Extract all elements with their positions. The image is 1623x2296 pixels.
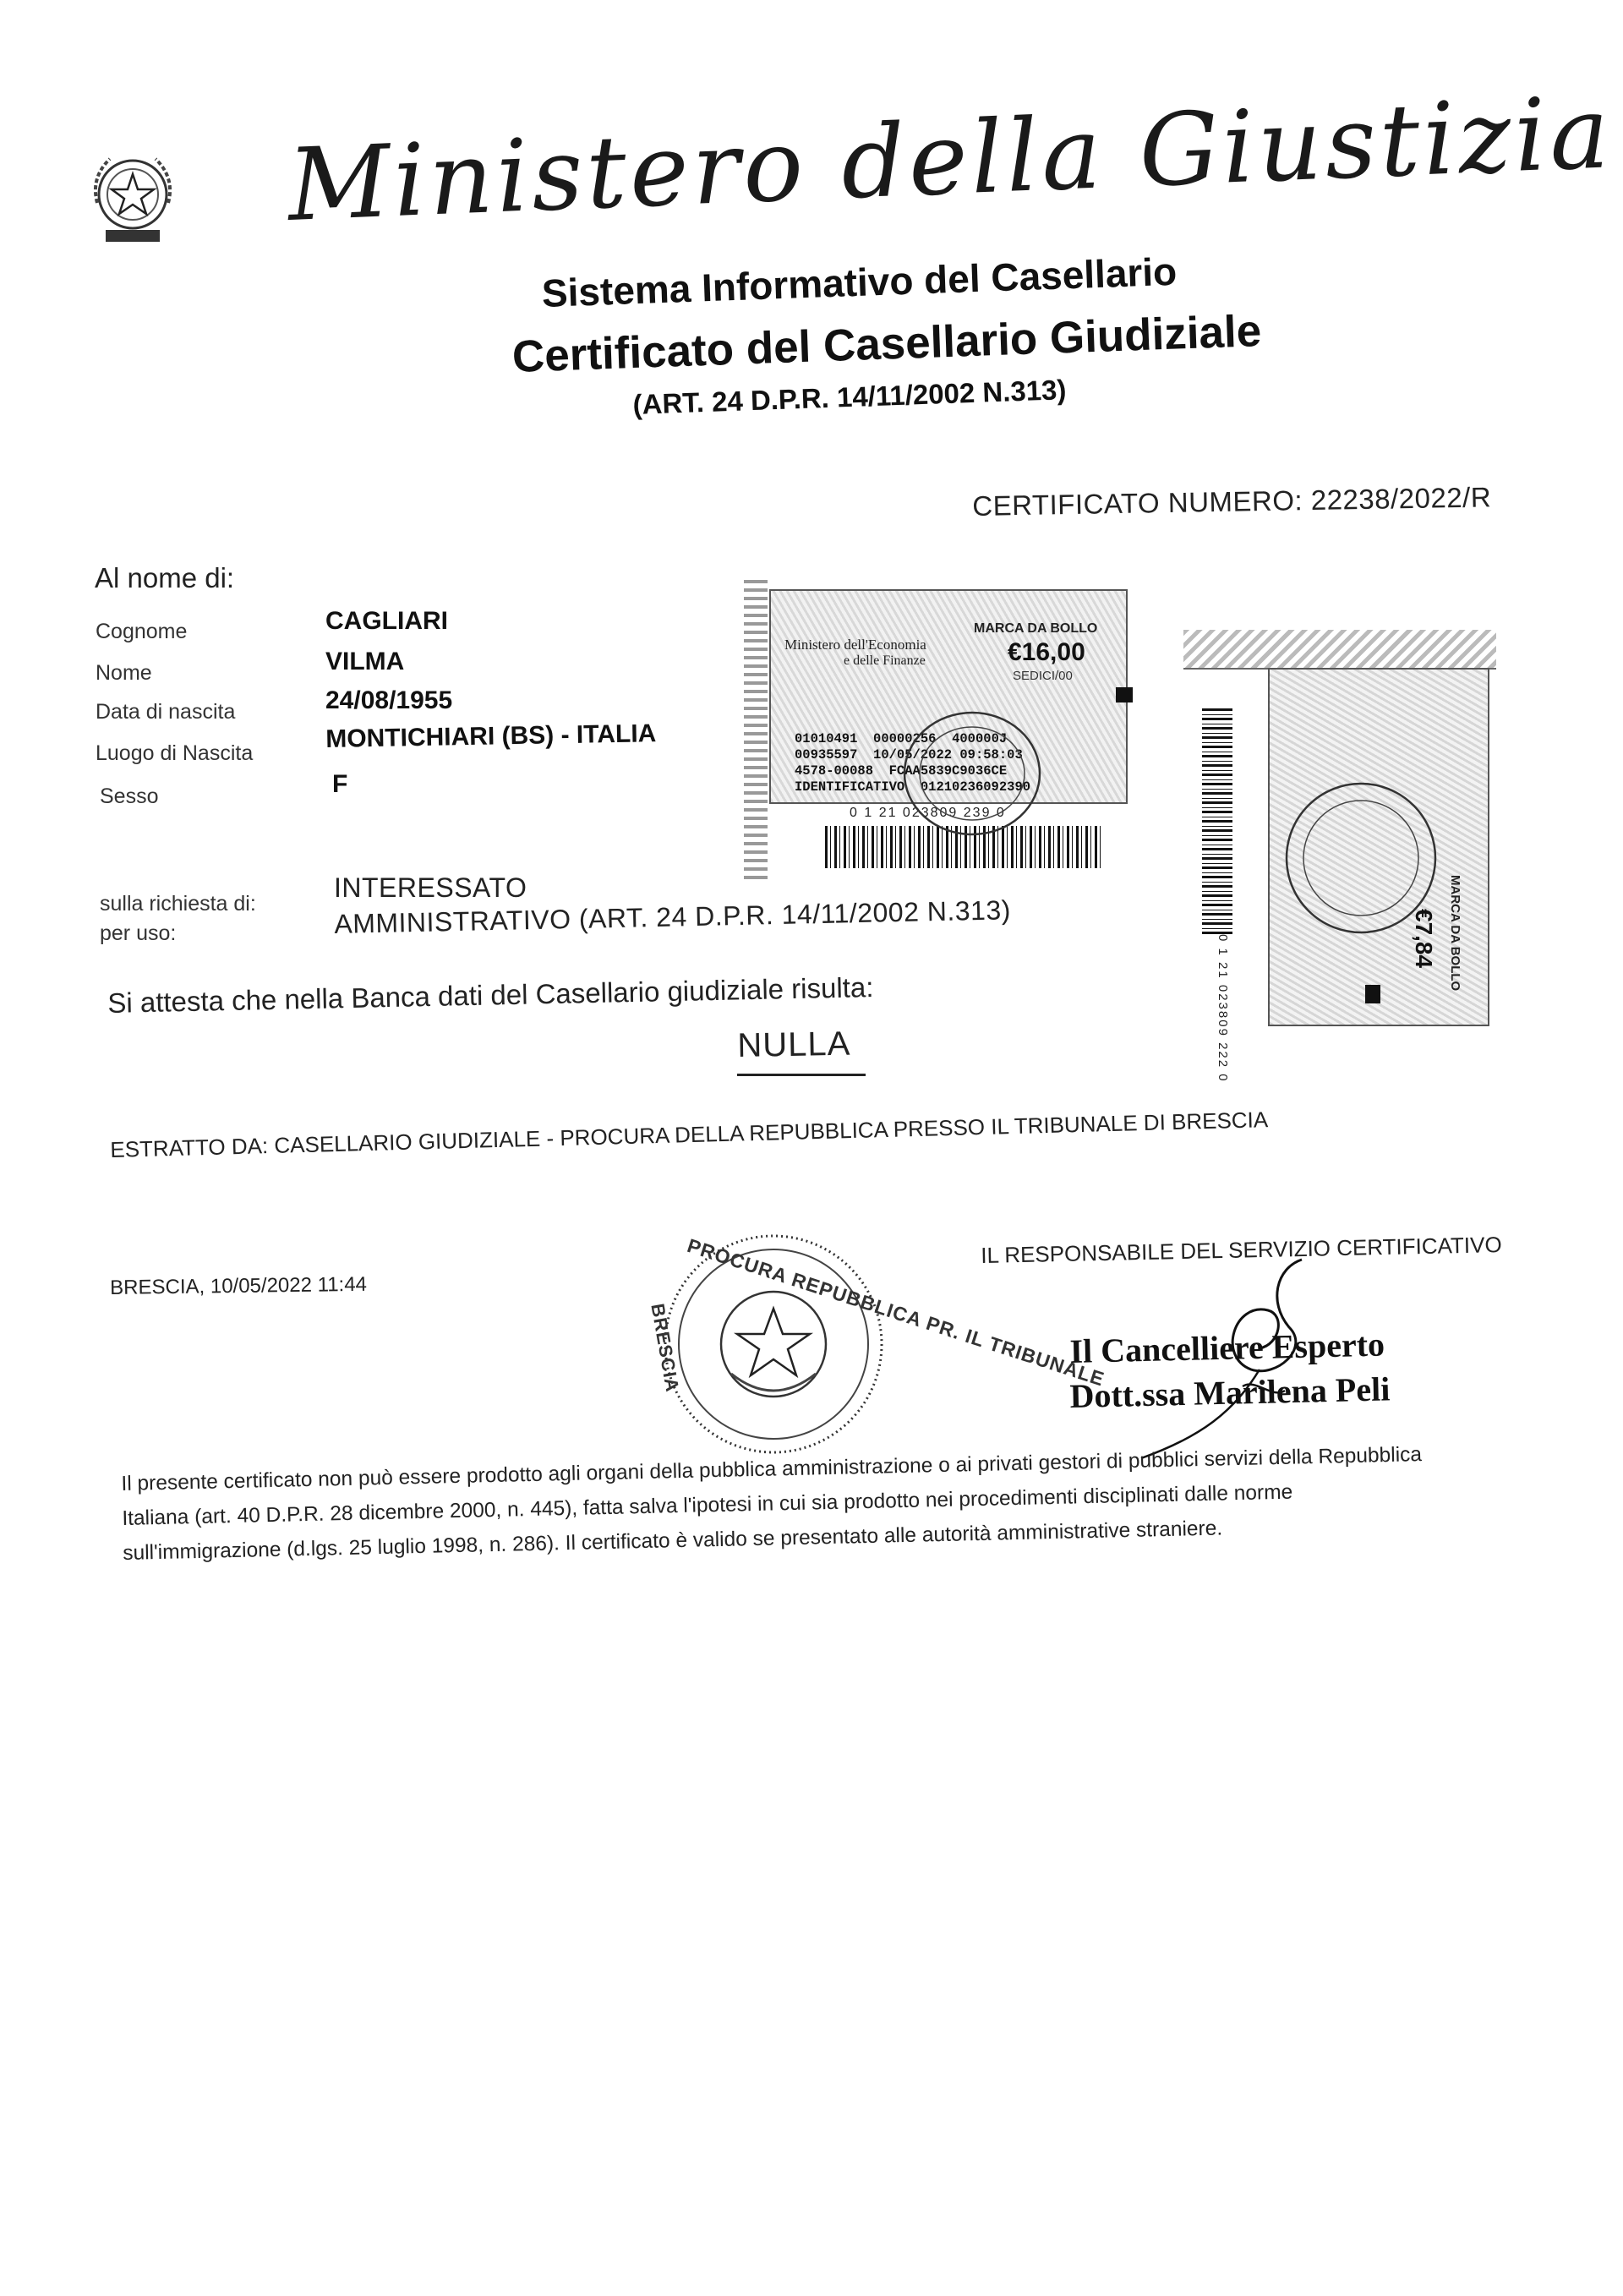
- disclaimer: [121, 1435, 1509, 1571]
- requested-by-value: INTERESSATO: [334, 872, 527, 903]
- stamp-amount: €7,84: [1411, 909, 1437, 969]
- stamp-amount-words: SEDICI/00: [1013, 669, 1073, 683]
- use-label: per uso:: [100, 921, 177, 945]
- birth-place-label: Luogo di Nascita: [96, 741, 254, 765]
- stamp-code: 10/05/2022 09:58:03: [873, 747, 1023, 763]
- stamp-cancellation-mark: [1276, 774, 1445, 943]
- sex-label: Sesso: [100, 784, 159, 808]
- name-label: Nome: [96, 661, 152, 685]
- stamp-black-mark: [1365, 985, 1380, 1003]
- stamp-border-strip: [1183, 630, 1496, 670]
- disclaimer-line: Italiana (art. 40 D.P.R. 28 dicembre 2000, n. 445), fatta salva l'ipotesi in cui sia prodotto nei procedimenti disciplinati dalle norme: [122, 1480, 1293, 1530]
- seal-ring-text: PROCURA REPUBBLICA PR. IL TRIBUNALE: [684, 1234, 1107, 1391]
- stamp-barcode-number: 0 1 21 023809 222 0: [1216, 934, 1230, 1083]
- stamp-cancellation-mark: [896, 706, 1048, 841]
- stamp-code: 00000256: [873, 731, 937, 746]
- sex-value: F: [332, 770, 348, 798]
- italian-republic-emblem-icon: [80, 144, 190, 254]
- result-underline: [737, 1074, 866, 1076]
- signer-role: Il Cancelliere Esperto: [1069, 1325, 1385, 1370]
- certificate-number: CERTIFICATO NUMERO: 22238/2022/R: [972, 481, 1492, 522]
- birth-date-label: Data di nascita: [96, 700, 236, 724]
- stamp-code: 00935597: [795, 747, 858, 763]
- stamp-issuer-line1: Ministero dell'Economia: [784, 637, 926, 653]
- birth-date-value: 24/08/1955: [325, 686, 453, 714]
- attestation-text: Si attesta che nella Banca dati del Casellario giudiziale risulta:: [107, 971, 874, 1019]
- stamp-issuer-line2: e delle Finanze: [844, 653, 926, 668]
- disclaimer-line: Il presente certificato non può essere prodotto agli organi della pubblica amministrazione o ai privati gestori di pubblici servizi della Repubblica: [121, 1443, 1423, 1495]
- responsible-title: IL RESPONSABILE DEL SERVIZIO CERTIFICATIVO: [981, 1232, 1502, 1268]
- certificate-title: Certificato del Casellario Giudiziale: [511, 306, 1263, 382]
- article-reference: (ART. 24 D.P.R. 14/11/2002 N.313): [632, 374, 1067, 420]
- seal-ring-text: BRESCIA: [647, 1302, 684, 1394]
- stamp-code: 01010491: [795, 731, 858, 746]
- stamp-mark-label: MARCA DA BOLLO: [1448, 875, 1462, 992]
- birth-place-value: MONTICHIARI (BS) - ITALIA: [325, 719, 657, 753]
- stamp-code: IDENTIFICATIVO: [795, 779, 905, 795]
- surname-value: CAGLIARI: [325, 607, 448, 635]
- stamp-barcode-number: 0 1 21 023809 239 0: [850, 806, 1006, 820]
- disclaimer-line: sull'immigrazione (d.lgs. 25 luglio 1998, n. 286). Il certificato è valido se presentato alle autorità amministrative straniere.: [123, 1517, 1223, 1565]
- place-date: BRESCIA, 10/05/2022 11:44: [110, 1272, 368, 1299]
- stamp-amount: €16,00: [1008, 638, 1085, 666]
- name-value: VILMA: [325, 648, 405, 675]
- stamp-perforation: [744, 579, 768, 879]
- signer-name: Dott.ssa Marilena Peli: [1069, 1369, 1391, 1415]
- stamp-code: 400000J: [952, 731, 1008, 746]
- surname-label: Cognome: [96, 620, 188, 643]
- result-value: NULLA: [737, 1025, 851, 1064]
- requested-by-label: sulla richiesta di:: [100, 892, 256, 916]
- stamp-code: FCAA5839C9036CE: [888, 763, 1008, 779]
- handwritten-signature: [1107, 1251, 1327, 1471]
- stamp-code: 4578-00088: [795, 763, 874, 779]
- system-title: Sistema Informativo del Casellario: [541, 249, 1178, 315]
- use-value: AMMINISTRATIVO (ART. 24 D.P.R. 14/11/2002 N.313): [334, 894, 1012, 939]
- revenue-stamp: [1183, 630, 1496, 1083]
- revenue-stamp: [744, 579, 1141, 879]
- extract-source: ESTRATTO DA: CASELLARIO GIUDIZIALE - PROCURA DELLA REPUBBLICA PRESSO IL TRIBUNALE DI BRESCIA: [110, 1107, 1269, 1162]
- stamp-code: 01210236092390: [920, 779, 1031, 795]
- person-heading: Al nome di:: [95, 562, 235, 593]
- ministry-title: Ministero della Giustizia: [285, 74, 1615, 244]
- stamp-black-mark: [1116, 687, 1133, 702]
- stamp-barcode: [1202, 706, 1232, 934]
- stamp-mark-label: MARCA DA BOLLO: [974, 621, 1098, 636]
